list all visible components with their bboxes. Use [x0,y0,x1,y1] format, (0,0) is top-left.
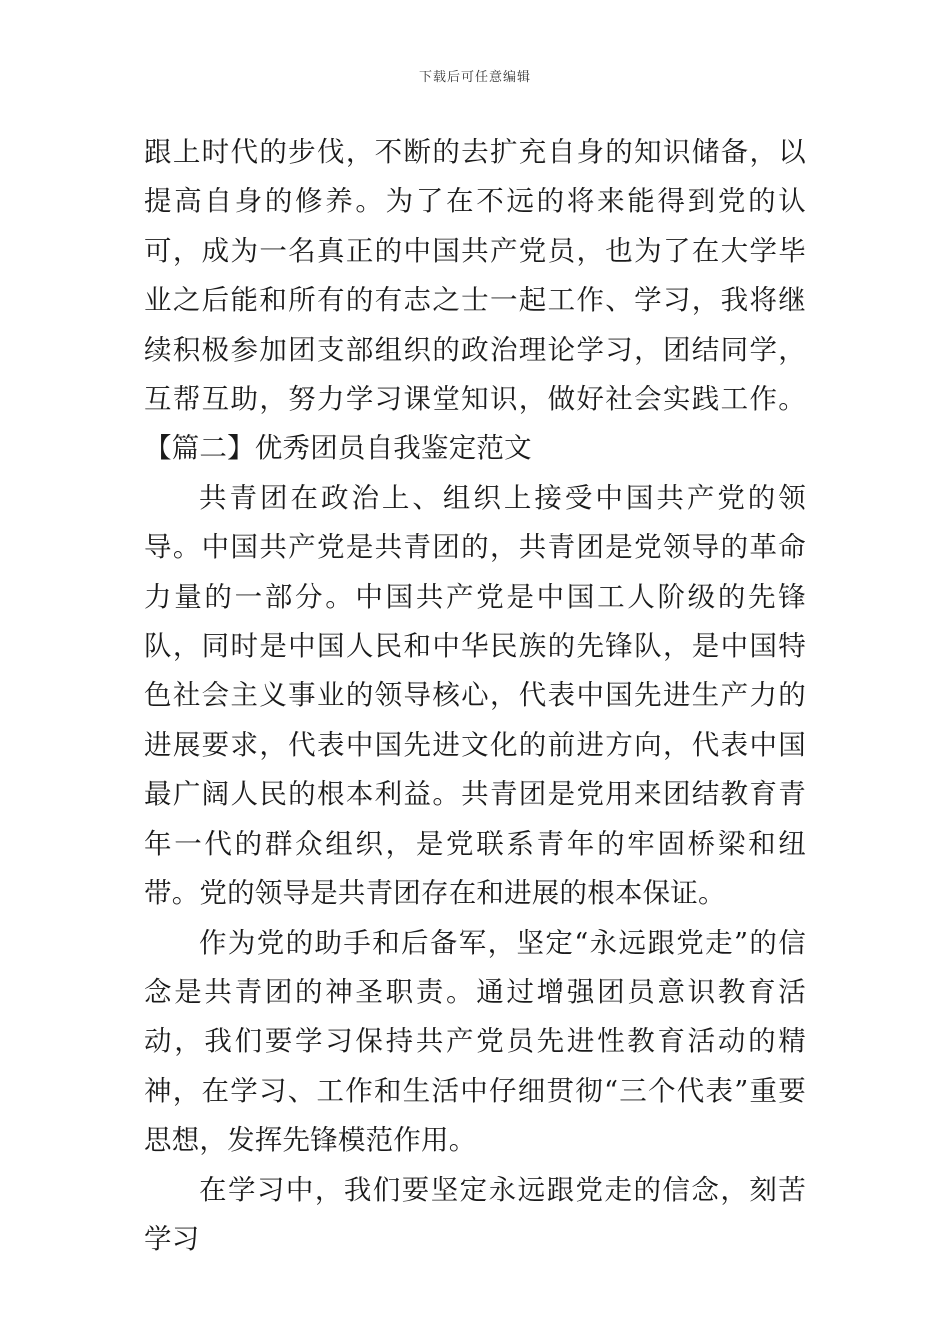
paragraph-youth-league-leadership: 共青团在政治上、组织上接受中国共产党的领导。中国共产党是共青团的，共青团是党领导的革命力量的一部分。中国共产党是中国工人阶级的先锋队，同时是中国人民和中华民族的先锋队，是中国特色社会主义事业的领导核心，代表中国先进生产力的进展要求，代表中国先进文化的前进方向，代表中国最广阔人民的根本利益。共青团是党用来团结教育青年一代的群众组织，是党联系青年的牢固桥梁和纽带。党的领导是共青团存在和进展的根本保证。 [144,481,806,910]
paragraph-study: 在学习中，我们要坚定永远跟党走的信念，刻苦学习 [144,1173,806,1255]
page-header-note: 下载后可任意编辑 [418,70,531,85]
document-body [144,128,806,1264]
paragraph-continuation: 跟上时代的步伐，不断的去扩充自身的知识储备，以提高自身的修养。为了在不远的将来能得到党的认可，成为一名真正的中国共产党员，也为了在大学毕业之后能和所有的有志之士一起工作、学习，我将继续积极参加团支部组织的政治理论学习，团结同学，互帮互助，努力学习课堂知识，做好社会实践工作。【篇二】优秀团员自我鉴定范文 [144,136,806,465]
paragraph-party-assistant: 作为党的助手和后备军，坚定“永远跟党走”的信念是共青团的神圣职责。通过增强团员意识教育活动，我们要学习保持共产党员先进性教育活动的精神，在学习、工作和生活中仔细贯彻“三个代表”重要思想，发挥先锋模范作用。 [144,926,806,1157]
